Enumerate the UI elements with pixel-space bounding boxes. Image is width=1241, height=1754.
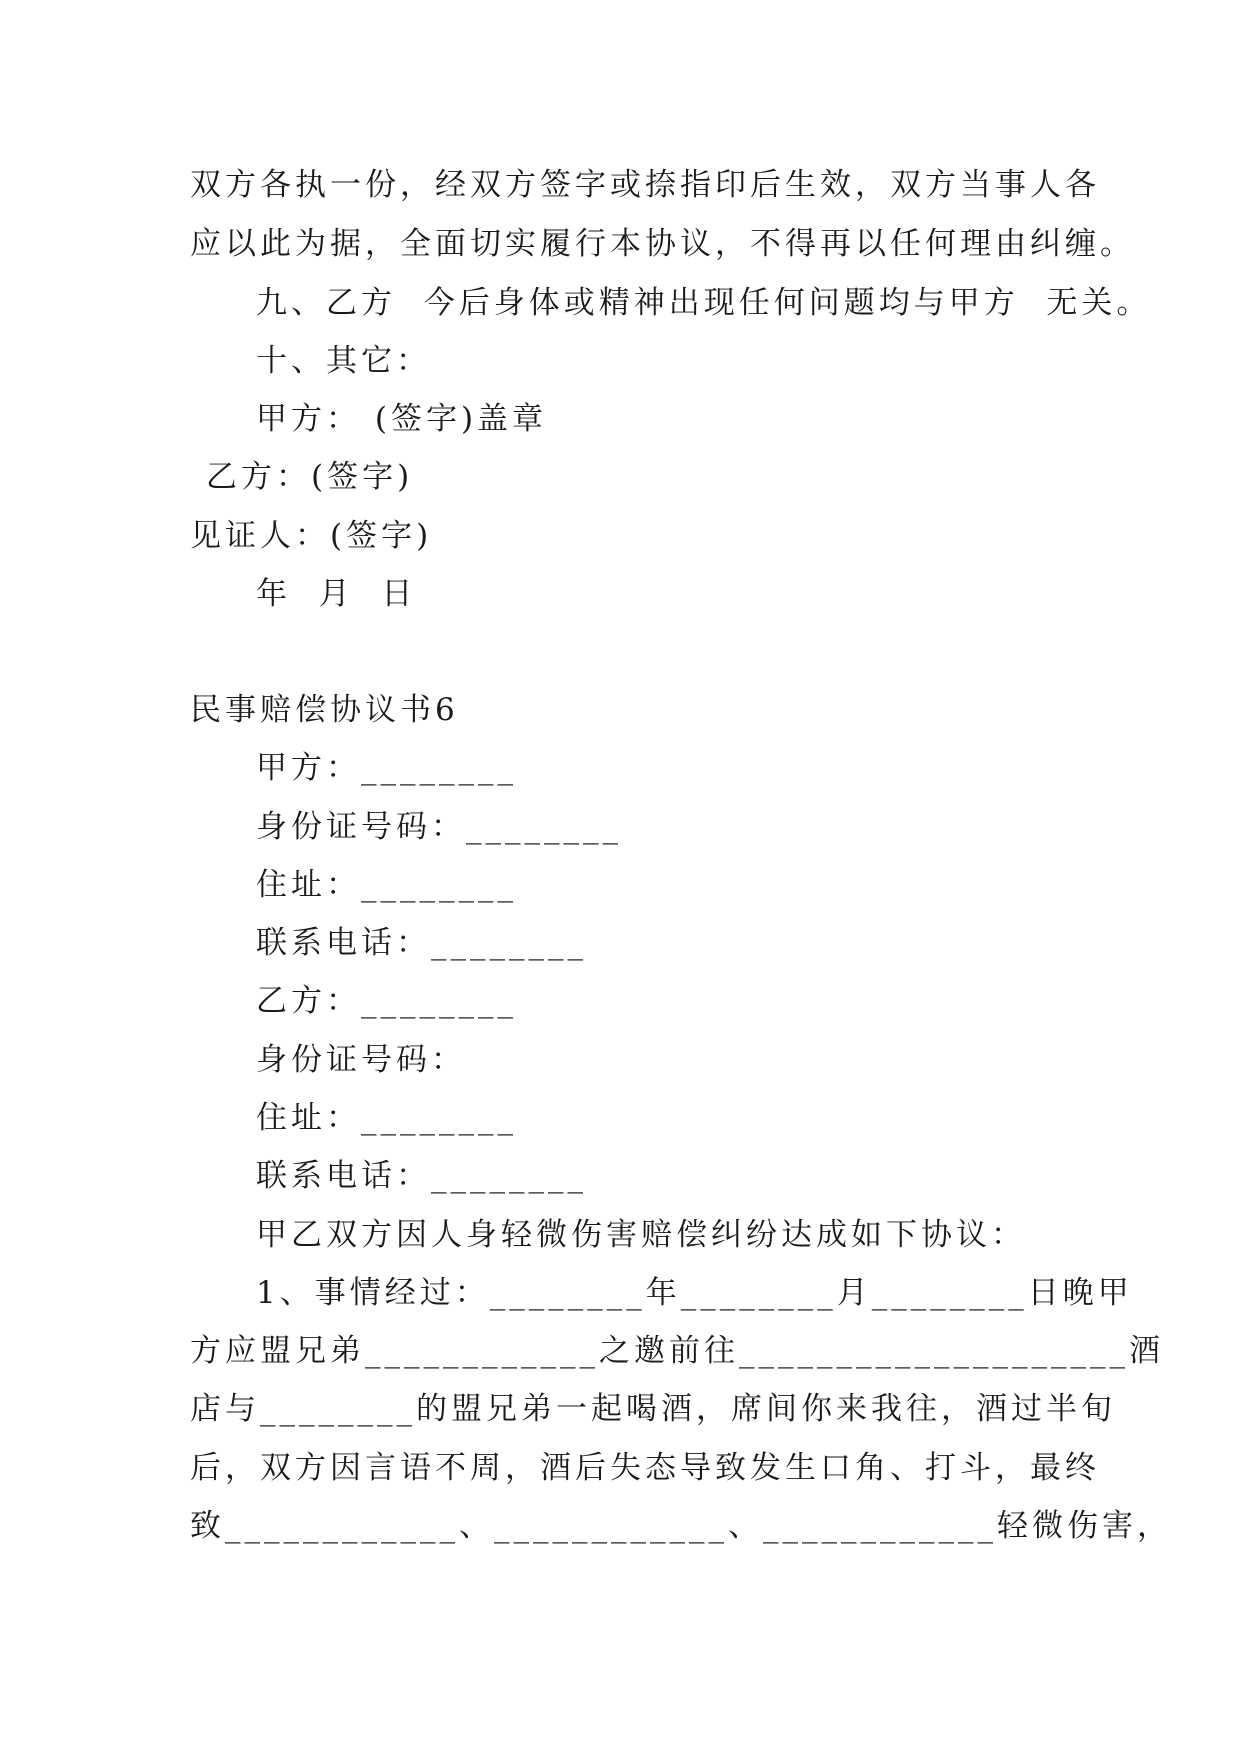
clause-1-text: 店与________的盟兄弟一起喝酒，席间你来我往，酒过半旬 <box>190 1391 1116 1427</box>
party-a-field: 甲方：________ <box>256 750 517 786</box>
party-a-phone-field: 联系电话：________ <box>256 925 587 961</box>
text-line: 双方各执一份，经双方签字或捺指印后生效，双方当事人各 <box>190 167 1100 203</box>
clause-1-text: 1、事情经过：________年________月________日晚甲 <box>256 1275 1133 1311</box>
clause-1-text: 致____________、____________、____________轻微伤害， <box>190 1508 1172 1544</box>
signature-witness: 见证人：(签字) <box>190 518 433 554</box>
party-b-phone-field: 联系电话：________ <box>256 1158 587 1194</box>
party-b-id-field: 身份证号码： <box>256 1042 466 1078</box>
clause-9: 九、乙方 今后身体或精神出现任何问题均与甲方 无关。 <box>256 285 1152 321</box>
text-line: 应以此为据，全面切实履行本协议，不得再以任何理由纠缠。 <box>190 226 1135 262</box>
agreement-intro: 甲乙双方因人身轻微伤害赔偿纠纷达成如下协议： <box>256 1217 1026 1253</box>
clause-1-text: 后，双方因言语不周，酒后失态导致发生口角、打斗，最终 <box>190 1450 1100 1486</box>
signature-party-a: 甲方： (签字)盖章 <box>256 401 548 437</box>
party-a-id-field: 身份证号码：________ <box>256 809 622 845</box>
party-b-field: 乙方：________ <box>256 983 517 1019</box>
signature-party-b: 乙方：(签字) <box>206 459 414 495</box>
clause-10: 十、其它： <box>256 343 431 379</box>
signature-date: 年 月 日 <box>256 576 417 612</box>
party-a-address-field: 住址：________ <box>256 867 517 903</box>
clause-1-text: 方应盟兄弟____________之邀前往____________________酒 <box>190 1333 1164 1369</box>
document-title: 民事赔偿协议书6 <box>190 692 459 728</box>
party-b-address-field: 住址：________ <box>256 1100 517 1136</box>
